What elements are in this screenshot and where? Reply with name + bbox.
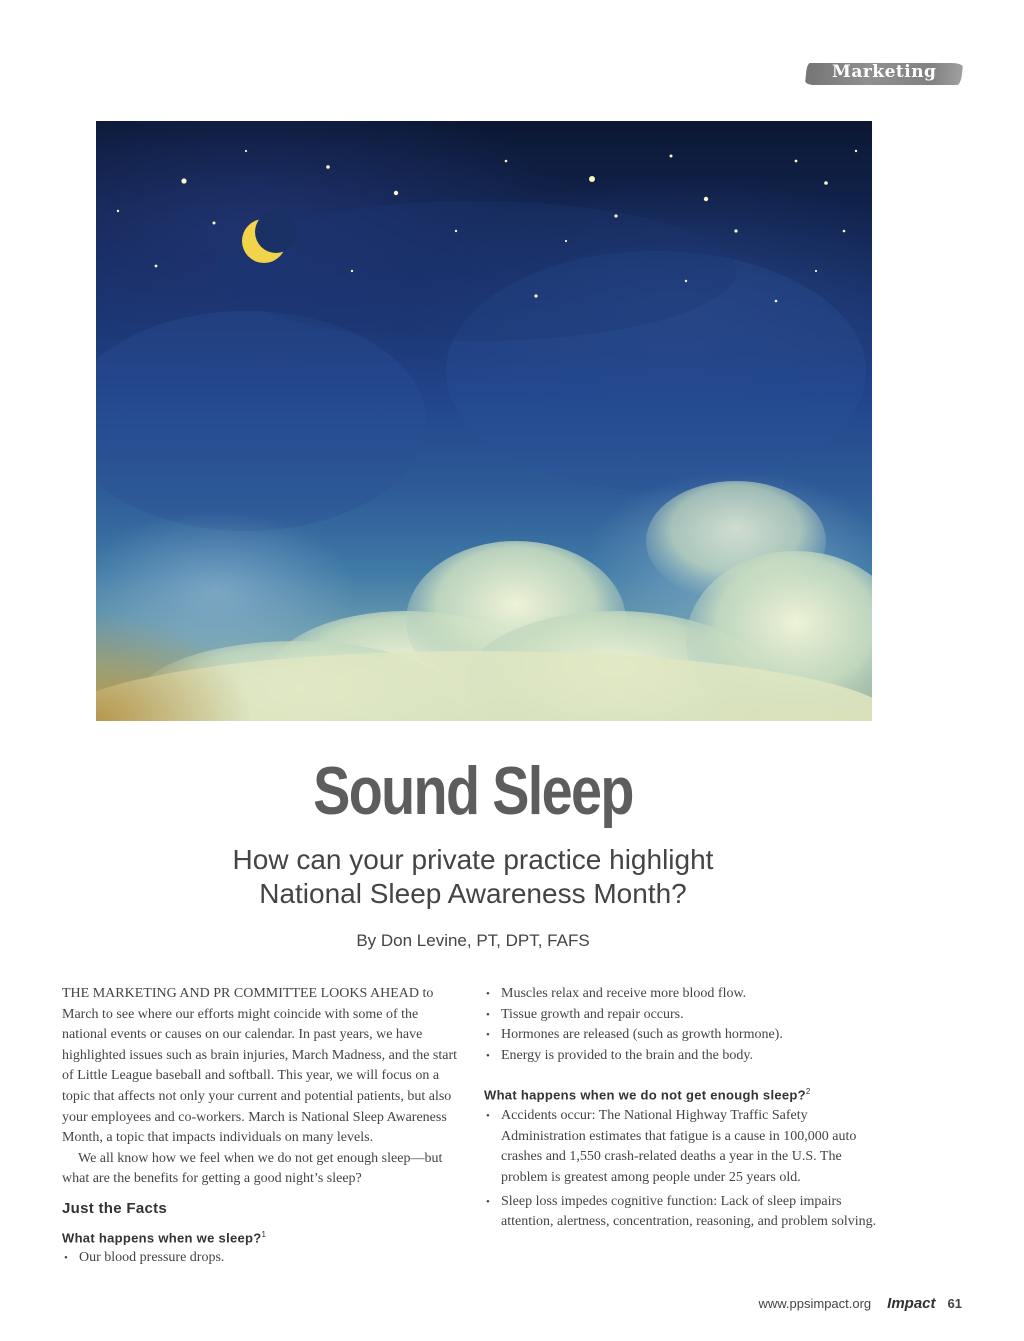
question-heading-sleep — [62, 1225, 462, 1249]
column-left — [62, 984, 462, 1269]
article-subtitle — [0, 843, 946, 911]
list-item: • Tissue growth and repair occurs. — [484, 1005, 889, 1026]
list-item: • Our blood pressure drops. — [62, 1248, 462, 1269]
list-item: • Energy is provided to the brain and the body. — [484, 1046, 889, 1067]
hero-image — [96, 121, 872, 721]
night-sky-illustration — [96, 121, 872, 721]
footer-url-link[interactable]: www.ppsimpact.org — [758, 1296, 872, 1311]
footnote-ref: 2 — [805, 1087, 811, 1097]
body-paragraph: We all know how we feel when we do not get enough sleep—but what are the benefits for getting a good night’s sleep? — [62, 1150, 443, 1187]
sleep-loss-list — [484, 1106, 889, 1233]
section-label: Marketing — [832, 62, 937, 82]
subtitle-line-1: How can your private practice highlight — [232, 844, 714, 875]
page-footer — [758, 1295, 962, 1315]
sleep-benefits-list-continued — [484, 984, 889, 1066]
lead-in-caps: THE MARKETING AND PR COMMITTEE LOOKS AHEAD — [62, 986, 419, 1001]
intro-paragraph — [62, 984, 462, 1149]
question-text: What happens when we sleep? — [62, 1229, 262, 1245]
magazine-logo: Impact — [887, 1295, 936, 1312]
section-heading: Just the Facts — [62, 1199, 168, 1217]
subtitle-line-2: National Sleep Awareness Month? — [259, 878, 687, 909]
article-title: Sound Sleep — [313, 753, 633, 829]
list-item: • Muscles relax and receive more blood flow. — [484, 984, 889, 1005]
section-tag — [806, 61, 962, 85]
list-item: • Accidents occur: The National Highway Traffic Safety Administration estimates that fatigue is a cause in 100,000 auto crashes and 1,550 crash-related deaths a year in the U.S. The problem is greatest among people under 25 years old. — [484, 1106, 889, 1188]
list-item: • Hormones are released (such as growth hormone). — [484, 1025, 889, 1046]
page-number: 61 — [947, 1296, 962, 1311]
byline: By Don Levine, PT, DPT, FAFS — [356, 931, 590, 950]
question-heading-no-sleep — [484, 1082, 889, 1106]
intro-text: to March to see where our efforts might coincide with some of the national events or causes on our calendar. In past years, we have highlighted issues such as brain injuries, March Madness, and the start of Little League baseball and softball. This year, we will focus on a topic that affects not only your current and potential patients, but also your employees and co-workers. March is National Sleep Awareness Month, a topic that impacts individuals on many levels. — [62, 986, 458, 1146]
footnote-ref: 1 — [261, 1229, 267, 1239]
list-item: • Sleep loss impedes cognitive function: Lack of sleep impairs attention, alertness, concentration, reasoning, and problem solving. — [484, 1192, 889, 1233]
sleep-benefits-list — [62, 1248, 462, 1269]
question-text: What happens when we do not get enough sleep? — [484, 1087, 806, 1103]
column-right — [484, 984, 889, 1233]
